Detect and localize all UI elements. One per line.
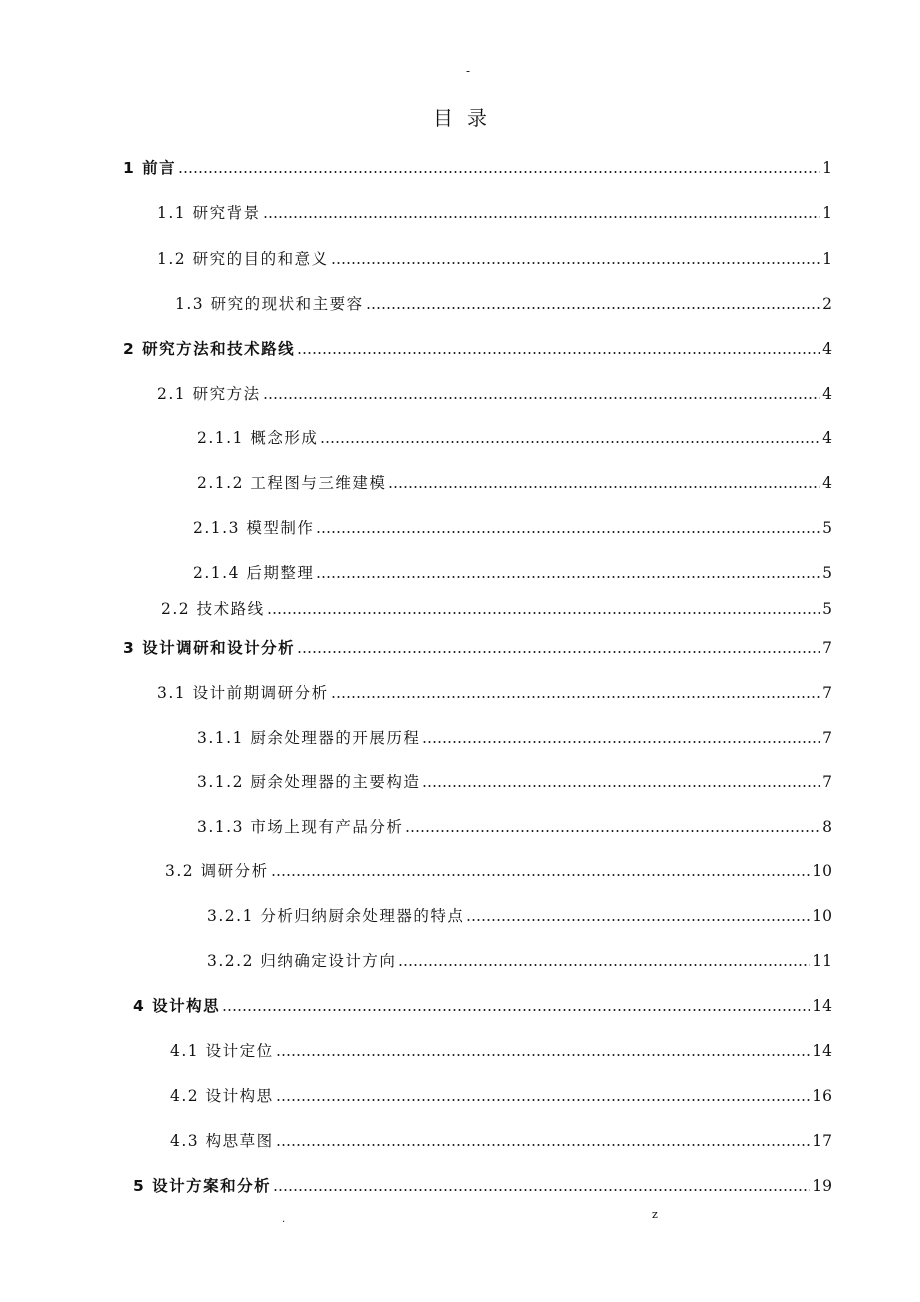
toc-dot-leader [388,486,820,488]
toc-entry-label: 2.1.2 工程图与三维建模 [197,474,387,492]
toc-entry[interactable] [207,905,832,927]
toc-entry-label: 3 设计调研和设计分析 [123,639,296,657]
toc-entry-label: 3.2.2 归纳确定设计方向 [207,952,397,970]
toc-entry-page-number: 16 [812,1087,832,1105]
toc-entry[interactable] [197,771,832,793]
toc-entry-page-number: 14 [812,997,832,1015]
toc-entry-label: 1 前言 [123,159,177,177]
toc-entry-page-number: 14 [812,1042,832,1060]
toc-entry[interactable] [133,995,832,1017]
toc-entry-label: 3.2.1 分析归纳厨余处理器的特点 [207,907,465,925]
toc-entry-page-number: 2 [822,295,832,313]
toc-entry-label: 3.2 调研分析 [165,862,269,880]
toc-entry-page-number: 7 [822,639,832,657]
toc-dot-leader [320,441,820,443]
toc-entry[interactable] [197,816,832,838]
toc-entry[interactable] [123,157,832,179]
toc-dot-leader [422,741,820,743]
toc-entry[interactable] [157,682,832,704]
toc-entry-page-number: 5 [822,519,832,537]
toc-dot-leader [366,307,821,309]
toc-entry-label: 2 研究方法和技术路线 [123,340,296,358]
toc-entry[interactable] [175,293,832,315]
toc-dot-leader [331,696,821,698]
toc-entry-page-number: 1 [822,159,832,177]
toc-entry-label: 2.1.1 概念形成 [197,429,319,447]
toc-entry[interactable] [197,427,832,449]
toc-entry-page-number: 4 [822,340,832,358]
toc-dot-leader [222,1009,810,1011]
toc-entry[interactable] [170,1085,832,1107]
toc-entry[interactable] [157,202,832,224]
toc-entry-page-number: 4 [822,474,832,492]
header-mark: - [466,64,471,78]
toc-entry[interactable] [157,248,832,270]
toc-entry-label: 2.1.4 后期整理 [193,564,315,582]
toc-entry-page-number: 4 [822,385,832,403]
toc-entry-page-number: 8 [822,818,832,836]
toc-entry-label: 4.2 设计构思 [170,1087,274,1105]
toc-entry-page-number: 17 [812,1132,832,1150]
toc-dot-leader [422,785,820,787]
footer-right-mark: z [652,1208,658,1221]
toc-entry-page-number: 7 [822,729,832,747]
toc-entry-label: 1.2 研究的目的和意义 [157,250,329,268]
toc-entry-page-number: 5 [822,564,832,582]
toc-entry-page-number: 19 [812,1177,832,1195]
toc-entry[interactable] [197,727,832,749]
toc-dot-leader [263,216,821,218]
toc-entry-label: 3.1.3 市场上现有产品分析 [197,818,404,836]
toc-entry-label: 4.1 设计定位 [170,1042,274,1060]
toc-dot-leader [276,1144,811,1146]
toc-entry-page-number: 10 [812,907,832,925]
toc-dot-leader [297,651,820,653]
toc-entry-page-number: 7 [822,773,832,791]
toc-dot-leader [276,1099,811,1101]
toc-entry-label: 3.1 设计前期调研分析 [157,684,329,702]
toc-entry[interactable] [123,637,832,659]
toc-dot-leader [398,964,810,966]
toc-dot-leader [405,830,820,832]
toc-entry[interactable] [133,1175,832,1197]
toc-entry[interactable] [193,517,832,539]
toc-entry-page-number: 11 [812,952,832,970]
toc-entry[interactable] [123,338,832,360]
toc-entry[interactable] [197,472,832,494]
toc-entry[interactable] [170,1040,832,1062]
toc-entry[interactable] [157,383,832,405]
toc-entry-label: 2.1 研究方法 [157,385,261,403]
toc-entry-label: 3.1.2 厨余处理器的主要构造 [197,773,421,791]
toc-entry-page-number: 10 [812,862,832,880]
toc-entry-page-number: 1 [822,204,832,222]
toc-dot-leader [297,352,820,354]
toc-entry-page-number: 5 [822,600,832,618]
toc-dot-leader [267,612,821,614]
toc-entry-page-number: 4 [822,429,832,447]
toc-entry-label: 4 设计构思 [133,997,221,1015]
toc-dot-leader [316,576,820,578]
toc-dot-leader [466,919,810,921]
toc-entry-label: 4.3 构思草图 [170,1132,274,1150]
toc-dot-leader [263,397,821,399]
toc-entry-label: 2.2 技术路线 [161,600,265,618]
toc-entry[interactable] [165,860,832,882]
toc-dot-leader [178,171,820,173]
toc-entry-label: 1.3 研究的现状和主要容 [175,295,364,313]
toc-entry[interactable] [193,562,832,584]
toc-dot-leader [271,874,811,876]
page-title: 目录 [433,106,501,130]
toc-entry-label: 5 设计方案和分析 [133,1177,272,1195]
toc-entry-label: 1.1 研究背景 [157,204,261,222]
toc-dot-leader [316,531,820,533]
toc-dot-leader [276,1054,811,1056]
toc-entry[interactable] [170,1130,832,1152]
toc-entry-page-number: 1 [822,250,832,268]
toc-entry[interactable] [207,950,832,972]
toc-dot-leader [273,1189,810,1191]
footer-left-mark: . [282,1214,286,1225]
toc-entry-page-number: 7 [822,684,832,702]
toc-entry[interactable] [161,598,832,620]
toc-entry-label: 2.1.3 模型制作 [193,519,315,537]
toc-dot-leader [331,262,821,264]
toc-entry-label: 3.1.1 厨余处理器的开展历程 [197,729,421,747]
